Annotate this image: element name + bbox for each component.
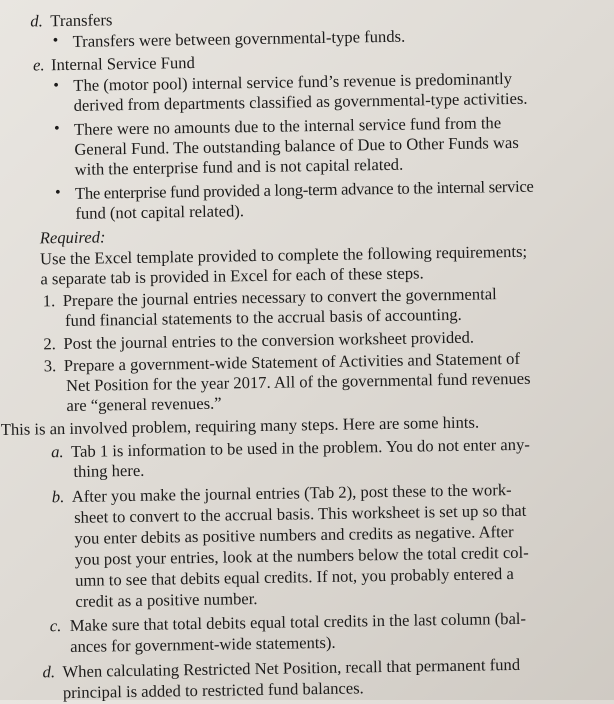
- hint-line: you post your entries, look at the numbers below the total credit col-: [74, 542, 529, 569]
- step-line: are “general revenues.”: [66, 393, 222, 416]
- bullet-icon: •: [53, 120, 60, 138]
- hint-line: After you make the journal entries (Tab 2), post these to the work-: [71, 480, 512, 506]
- required-intro-line: Use the Excel template provided to complete the following requirements;: [39, 241, 528, 269]
- section-e-bullet-line: The enterprise fund provided a long-term advance to the internal service: [74, 176, 534, 203]
- section-e-label: e.: [32, 55, 45, 75]
- hint-line: sheet to convert to the accrual basis. This worksheet is set up so that: [73, 500, 527, 527]
- section-e-bullet-line: derived from departments classified as governmental-type activities.: [73, 88, 528, 115]
- bullet-icon: •: [54, 184, 61, 202]
- section-d-title: Transfers: [50, 10, 113, 31]
- step-line: Net Position for the year 2017. All of the governmental fund revenues: [65, 368, 531, 396]
- step-line: Post the journal entries to the conversion worksheet provided.: [63, 327, 475, 354]
- hint-line: credit as a positive number.: [75, 589, 258, 611]
- hint-line: When calculating Restricted Net Position, recall that permanent fund: [62, 654, 521, 682]
- bullet-icon: •: [52, 32, 59, 50]
- step-number: 3.: [43, 356, 57, 376]
- required-intro-line: a separate tab is provided in Excel for each of these steps.: [40, 263, 424, 289]
- hints-intro: This is an involved problem, requiring many steps. Here are some hints.: [0, 412, 480, 440]
- hint-line: Tab 1 is information to be used in the problem. You do not enter any-: [70, 434, 530, 461]
- section-e-bullet-line: There were no amounts due to the internal service fund from the: [73, 113, 502, 139]
- hint-label: d.: [42, 662, 56, 682]
- step-number: 1.: [42, 291, 56, 311]
- hint-label: c.: [49, 616, 62, 636]
- hint-line: thing here.: [73, 460, 145, 481]
- step-number: 2.: [43, 334, 57, 354]
- section-e-bullet-line: fund (not capital related).: [75, 201, 245, 223]
- hint-line: umn to see that debits equal credits. If not, you probably entered a: [74, 564, 514, 590]
- bullet-icon: •: [53, 77, 60, 95]
- hint-line: ances for government-wide statements).: [70, 632, 336, 656]
- hint-line: principal is added to restricted fund balances.: [62, 678, 364, 703]
- required-heading: Required:: [39, 227, 106, 248]
- hint-line: Make sure that total debits equal total credits in the last column (bal-: [69, 608, 527, 635]
- section-e-bullet-line: The (motor pool) internal service fund’s revenue is predominantly: [73, 68, 513, 95]
- section-d-label: d.: [30, 11, 43, 31]
- section-d-bullet: Transfers were between governmental-type funds.: [72, 26, 406, 51]
- section-e-bullet-line: with the enterprise fund and is not capital related.: [74, 154, 404, 179]
- hint-label: a.: [50, 442, 64, 462]
- hint-label: b.: [51, 487, 65, 507]
- step-line: Prepare the journal entries necessary to convert the governmental: [62, 284, 497, 311]
- section-e-bullet-line: General Fund. The outstanding balance of Due to Other Funds was: [74, 132, 519, 159]
- section-e-title: Internal Service Fund: [50, 52, 195, 75]
- step-line: fund financial statements to the accrual basis of accounting.: [64, 304, 462, 331]
- step-line: Prepare a government-wide Statement of Activities and Statement of: [63, 348, 521, 376]
- hint-line: you enter debits as positive numbers and credits as negative. After: [74, 521, 514, 548]
